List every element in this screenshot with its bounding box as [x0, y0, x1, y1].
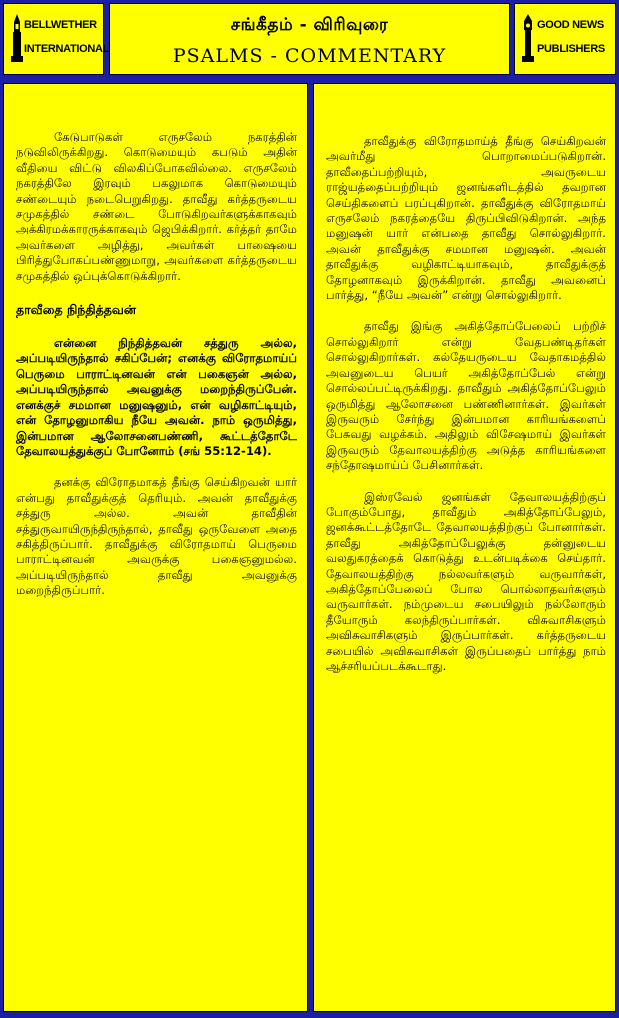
- bell-tower-icon: [10, 14, 24, 64]
- tower-icon: [521, 14, 535, 64]
- header-bar: [0, 0, 619, 80]
- left-paragraph-1: கேடுபாடுகள் எருசலேம் நகரத்தின் நடுவிலிருக்கிறது. கொடுமையும் கபடும் அதின் வீதியை விட்டு விலகிப்போகவில்லை. எருசலேம் நகரத்திலே இரவும் பகலுமாக கொடுமையும் சண்டையும் நடைபெறுகிறது. தாவீது கர்த்தருடைய சமுகத்தில் சண்டை போடுகிறவர்களுக்காகவும் அக்கிரமக்காரருக்காகவும் ஜெபிக்கிறார். கர்த்தர் தாமே அவர்களை அழித்து, அவர்கள் பாஷையை பிரித்துபோகப்பண்ணுமாறு, அவர்களை கர்த்தருடைய சமுகத்தில் ஒப்புக்கொடுக்கிறார்.: [16, 130, 297, 283]
- right-paragraph-3: இஸ்ரவேல் ஜனங்கள் தேவாலயத்திற்குப் போகும்போது, தாவீதும் அகித்தோப்பேலும், ஜனக்கூட்டத்தோடே தேவாலயத்திற்குப் போனார்கள். தாவீது அகித்தோப்பேலுக்கு தன்னுடைய வலதுகரத்தைக் கொடுத்து உடன்படிக்கை செய்தார். தேவாலயத்திற்கு நல்லவர்களும் வருவார்கள், அகித்தோப்பேலைப் போல பொல்லாதவர்களும் வருவார்கள். நம்முடைய சபையிலும் நல்லோரும் தீயோரும் கலந்திருப்பார்கள். விசுவாசிகளும் அவிசுவாசிகளும் இருப்பார்கள். கர்த்தருடைய சபையில் அவிசுவாசிகள் இருப்பதைப் பார்த்து நாம் ஆச்சரியப்படக்கூடாது.: [326, 489, 606, 673]
- good-news-logo: [514, 3, 616, 75]
- left-paragraph-2: தனக்கு விரோதமாகத் தீங்கு செய்கிறவன் யார் என்பது தாவீதுக்குத் தெரியும். அவன் தாவீதுக்கு சத்துரு அல்ல. அவன் தாவீதின் சத்துருவாயிருந்திருந்தால், தாவீது ஒருவேளை அதை சகித்திருப்பார். தாவீதுக்கு விரோதமாய் பெருமை பாராட்டினவன் அவருக்கு பகைஞனுமல்ல. அப்படியிருந்தால் தாவீது அவனுக்கு மறைந்திருப்பார்.: [16, 475, 297, 598]
- logo-right-line1: GOOD NEWS: [537, 19, 604, 31]
- bellwether-logo: [3, 3, 110, 75]
- right-paragraph-1: தாவீதுக்கு விரோதமாய்த் தீங்கு செய்கிறவன் அவர்மீது பொறாமைப்படுகிறான். தாவீதைப்பற்றியும், அவருடைய ராஜ்யத்தைப்பற்றியும் ஜனங்களிடத்தில் தவறான செய்திகளைப் பரப்புகிறான். தாவீதுக்கு விரோதமாய் எருசலேம் நகரத்தையே திருப்பிவிடுகிறான். அந்த மனுஷன் யார் என்பதை தாவீது சொல்லுகிறார். அவன் தாவீதுக்கு சமமான மனுஷன். அவன் தாவீதுக்கு வழிகாட்டியாகவும், தாவீதுக்குத் தோழனாகவும் இருக்கிறான். தாவீது அவனைப் பார்த்து, “நீயே அவன்” என்று சொல்லுகிறார்.: [326, 134, 606, 303]
- right-paragraph-2: தாவீது இங்கு அகித்தோப்பேலைப் பற்றிச் சொல்லுகிறார் என்று வேதபண்டிதர்கள் சொல்லுகிறார்கள். கல்தேயருடைய வேதாகமத்தில் அவனுடைய பெயர் அகித்தோப்பேல் என்று சொல்லப்பட்டிருக்கிறது. தாவீதும் அகித்தோப்பேலும் ஒருமித்து ஆலோசனை பண்ணினார்கள். இவர்கள் இருவரும் சேர்ந்து இன்பமான காரியங்களைப் பேசுவது வழக்கம். அதிலும் விசேஷமாய் இவர்கள் இருவரும் தேவாலயத்திற்கு அடுத்த காரியங்களை சந்தோஷமாய்ப் பேசினார்கள்.: [326, 319, 606, 473]
- page-title-tamil: சங்கீதம் - விரிவுரை: [230, 15, 389, 35]
- left-column: [3, 83, 308, 1012]
- logo-left-line2: INTERNATIONAL: [24, 43, 110, 55]
- logo-left-line1: BELLWETHER: [24, 19, 97, 31]
- section-heading: தாவீதை நிந்தித்தவன்: [16, 302, 136, 318]
- logo-right-line2: PUBLISHERS: [537, 43, 605, 55]
- page-title-english: PSALMS - COMMENTARY: [172, 45, 447, 67]
- right-column: [313, 83, 616, 1012]
- title-box: [109, 3, 510, 75]
- scripture-quote: என்னை நிந்தித்தவன் சத்துரு அல்ல, அப்படியிருந்தால் சகிப்பேன்; எனக்கு விரோதமாய்ப் பெருமை பாராட்டினவன் என் பகைஞன் அல்ல, அப்படியிருந்தால் அவனுக்கு மறைந்திருப்பேன். எனக்குச் சமமான மனுஷனும், என் வழிகாட்டியும், என் தோழனுமாகிய நீயே அவன். நாம் ஒருமித்து, இன்பமான ஆலோசனைபண்ணி, கூட்டத்தோடே தேவாலயத்துக்குப் போனோம் (சங் 55:12-14).: [16, 336, 297, 458]
